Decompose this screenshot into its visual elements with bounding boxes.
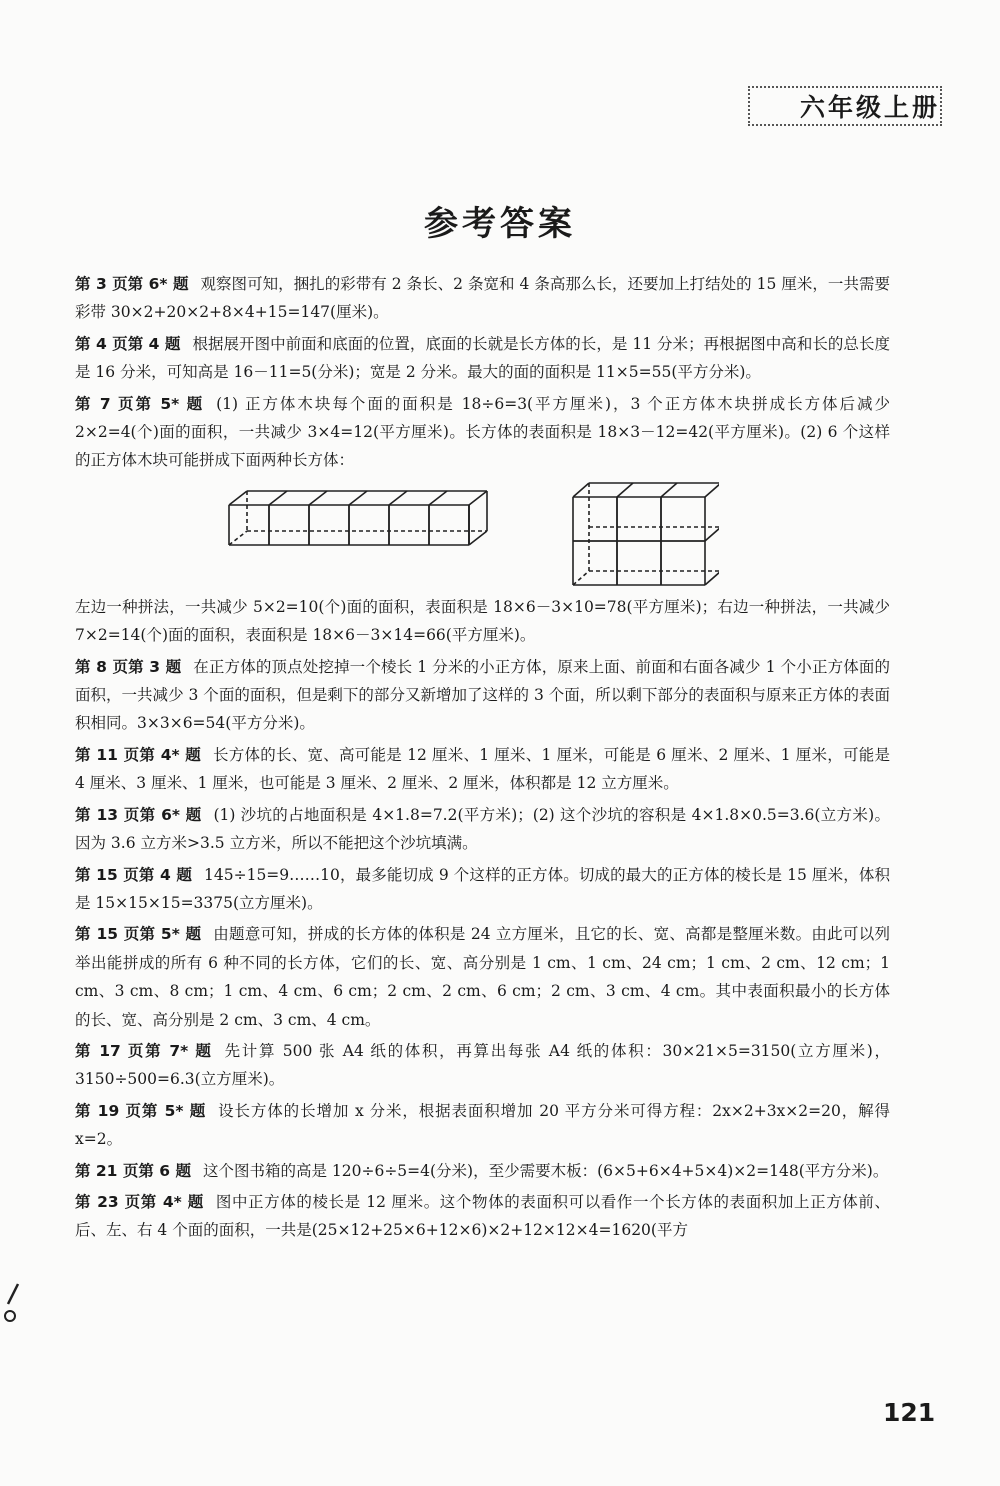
edge (705, 527, 719, 541)
page-number: 121 (883, 1398, 936, 1427)
question-ref: 第 15 页第 4 题 (75, 865, 193, 884)
answer-text: 先计算 500 张 A4 纸的体积，再算出每张 A4 纸的体积：30×21×5=3150(立方厘米)，3150÷500=6.3(立方厘米)。 (75, 1041, 890, 1089)
answer-text: 由题意可知，拼成的长方体的体积是 24 立方厘米，且它的长、宽、高都是整厘米数。由此可以列举出能拼成的所有 6 种不同的长方体，它们的长、宽、高分别是 1 cm、1 cm、24 cm；1 cm、2 cm、12 cm；1 cm、3 cm、8 cm；1 cm、4 cm、6 cm；2 cm、2 cm、6 cm；2 cm、3 cm、4 cm。其中表面积最小的长方体的长、宽、高分别是 2 cm、3 cm、4 cm。 (75, 925, 890, 1029)
answer-text: 145÷15=9……10，最多能切成 9 个这样的正方体。切成的最大的正方体的棱长是 15 厘米，体积是 15×15×15=3375(立方厘米)。 (75, 865, 890, 912)
answer-text: 这个图书箱的高是 120÷6÷5=4(分米)，至少需要木板：(6×5+6×4+5×4)×2=148(平方分米)。 (202, 1161, 889, 1180)
answer-item (75, 861, 890, 918)
question-ref: 第 7 页第 5* 题 (75, 394, 205, 413)
question-ref: 第 23 页第 4* 题 (75, 1192, 204, 1211)
page-title: 参考答案 (424, 204, 576, 244)
edge (573, 483, 589, 497)
edge (469, 531, 487, 545)
pen-mark (0, 1282, 30, 1332)
cuboid-figures (75, 481, 890, 589)
answer-item (75, 390, 890, 475)
edge (429, 491, 447, 505)
edge (349, 491, 367, 505)
answer-item (75, 801, 890, 858)
answer-text: 在正方体的顶点处挖掉一个棱长 1 分米的小正方体，原来上面、前面和右面各减少 1 个小正方体面的面积，一共减少 3 个面的面积，但是剩下的部分又新增加了这样的 3 个面，所以剩下部分的表面积与原来正方体的表面积相同。3×3×6=54(平方分米)。 (75, 657, 891, 733)
answer-text: 根据展开图中前面和底面的位置，底面的长就是长方体的长，是 11 分米；再根据图中高和长的总长度是 16 分米，可知高是 16－11=5(分米)；宽是 2 分米。最大的面的面积是 11×5=55(平方分米)。 (75, 334, 890, 382)
answer-item (75, 741, 890, 798)
answer-text: 图中正方体的棱长是 12 厘米。这个物体的表面积可以看作一个长方体的表面积加上正方体前、后、左、右 4 个面的面积，一共是(25×12+25×6+12×6)×2+12×12×4=1620(平方 (75, 1192, 890, 1240)
hidden-edge (229, 531, 247, 545)
answer-item (75, 1157, 890, 1185)
six-cubes-row-figure (225, 487, 505, 587)
answer-item (75, 1188, 890, 1245)
answer-text: 设长方体的长增加 x 分米，根据表面积增加 20 平方分米可得方程：2x×2+3x×2=20，解得 x=2。 (75, 1101, 891, 1149)
answer-text: (1) 沙坑的占地面积是 4×1.8=7.2(平方米)；(2) 这个沙坑的容积是 4×1.8×0.5=3.6(立方米)。因为 3.6 立方米>3.5 立方米，所以不能把这个沙坑填满。 (75, 805, 890, 853)
edge (269, 491, 287, 505)
six-cubes-block-figure (569, 481, 719, 589)
edge (705, 483, 719, 497)
question-ref: 第 13 页第 6* 题 (75, 805, 202, 824)
hidden-edge (573, 571, 589, 585)
question-ref: 第 11 页第 4* 题 (75, 745, 202, 764)
edge (661, 483, 677, 497)
question-ref: 第 3 页第 6* 题 (75, 275, 189, 293)
answer-item (75, 330, 890, 387)
edge (389, 491, 407, 505)
answer-list (75, 270, 890, 1248)
question-ref: 第 4 页第 4 题 (75, 334, 181, 353)
edge (705, 571, 719, 585)
grade-label: 六年级上册 (800, 93, 941, 122)
answer-item (75, 653, 890, 738)
question-ref: 第 15 页第 5* 题 (75, 925, 202, 944)
answer-text: (1) 正方体木块每个面的面积是 18÷6=3(平方厘米)，3 个正方体木块拼成长方体后减少 2×2=4(个)面的面积，一共减少 3×4=12(平方厘米)。长方体的表面积是 18×3－12=42(平方厘米)。(2) 6 个这样的正方体木块可能拼成下面两种长方体： (75, 394, 891, 470)
answer-text: 左边一种拼法，一共减少 5×2=10(个)面的面积，表面积是 18×6－3×10=78(平方厘米)；右边一种拼法，一共减少 7×2=14(个)面的面积，表面积是 18×6－3×14=66(平方厘米)。 (75, 597, 890, 645)
answer-item (75, 1037, 890, 1094)
answer-text: 观察图可知，捆扎的彩带有 2 条长、2 条宽和 4 条高那么长，还要加上打结处的 15 厘米，一共需要彩带 30×2+20×2+8×4+15=147(厘米)。 (75, 275, 890, 322)
edge (617, 483, 633, 497)
question-ref: 第 8 页第 3 题 (75, 657, 182, 676)
answer-item (75, 1097, 890, 1154)
edge (309, 491, 327, 505)
answer-item (75, 270, 890, 327)
edge (229, 491, 247, 505)
question-ref: 第 21 页第 6 题 (75, 1161, 191, 1180)
edge (469, 491, 487, 505)
answer-item (75, 593, 890, 650)
answer-text: 长方体的长、宽、高可能是 12 厘米、1 厘米、1 厘米，可能是 6 厘米、2 厘米、1 厘米，可能是 4 厘米、3 厘米、1 厘米，也可能是 3 厘米、2 厘米、2 厘米，体积都是 12 立方厘米。 (75, 745, 891, 793)
answer-item (75, 920, 890, 1034)
question-ref: 第 19 页第 5* 题 (75, 1101, 207, 1120)
question-ref: 第 17 页第 7* 题 (75, 1041, 213, 1060)
